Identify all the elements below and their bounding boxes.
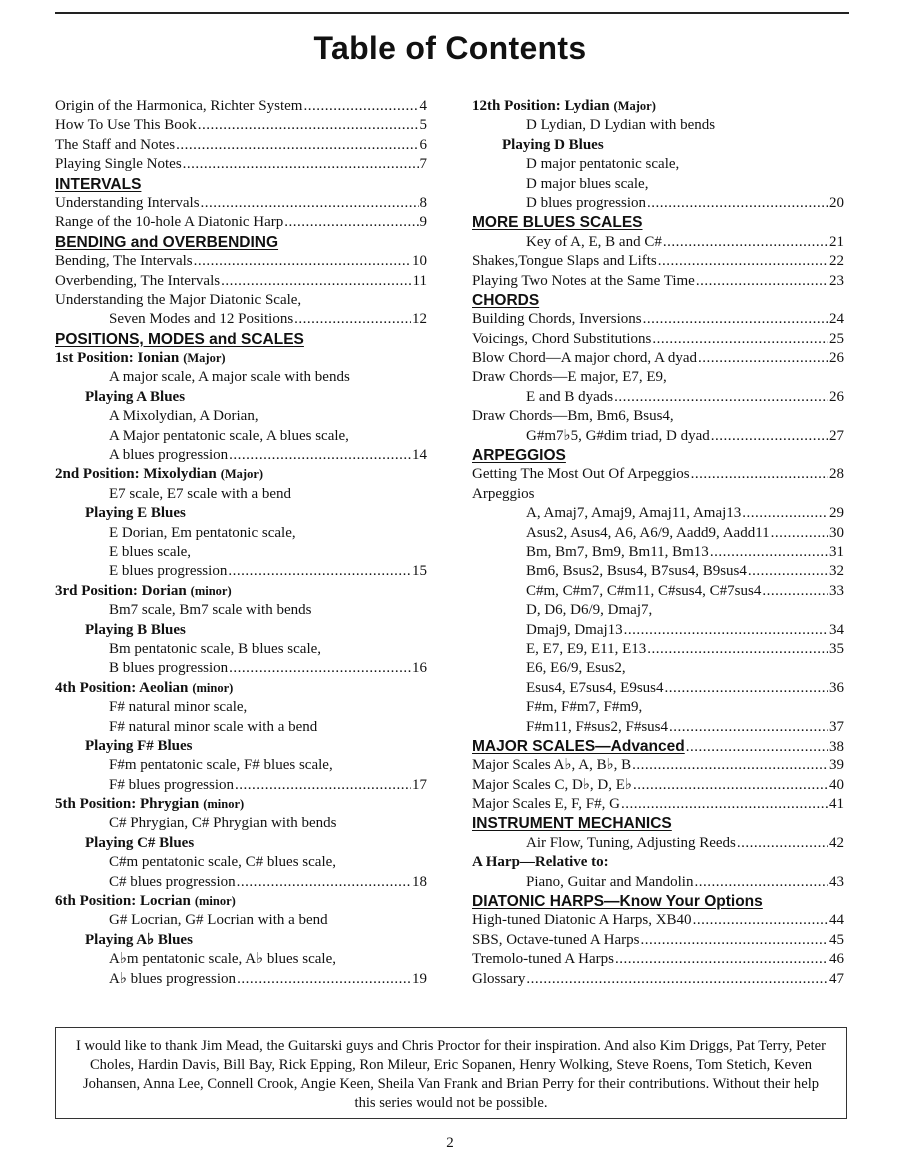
toc-ind2-row	[55, 853, 427, 872]
toc-page-number: 43	[829, 873, 844, 890]
toc-ind2-row	[472, 155, 844, 174]
toc-ind2-row	[472, 175, 844, 194]
toc-pos-row	[55, 679, 427, 698]
toc-entry-text: A blues progression	[109, 447, 229, 464]
toc-entry-text: A Harp—Relative to:	[472, 854, 609, 871]
toc-ind2-row	[472, 543, 844, 562]
toc-page-number: 8	[419, 194, 427, 211]
dot-leader	[621, 795, 828, 814]
toc-page-number: 30	[829, 524, 844, 541]
toc-page-number: 41	[829, 796, 844, 813]
toc-page-number: 28	[829, 466, 844, 483]
toc-head-row	[472, 737, 844, 756]
toc-entry-text: MORE BLUES SCALES	[472, 214, 643, 232]
toc-page-number: 46	[829, 951, 844, 968]
toc-page-number: 21	[829, 233, 844, 250]
dot-leader	[284, 213, 418, 232]
toc-ind2-row	[55, 718, 427, 737]
toc-entry-text: D major blues scale,	[526, 175, 649, 192]
toc-page-number: 17	[412, 776, 427, 793]
toc-entry-text: Getting The Most Out Of Arpeggios	[472, 466, 690, 483]
toc-entry-text: Draw Chords—Bm, Bm6, Bsus4,	[472, 408, 674, 425]
toc-entry-text: C# Phrygian, C# Phrygian with bends	[109, 815, 337, 832]
dot-leader	[696, 272, 828, 291]
dot-leader	[303, 97, 418, 116]
toc-entry-text: D blues progression	[526, 194, 646, 211]
toc-entry-text: Seven Modes and 12 Positions	[109, 311, 294, 328]
dot-leader	[194, 252, 411, 271]
toc-ind2-row	[472, 621, 844, 640]
toc-entry-row	[472, 776, 844, 795]
toc-entry-text: Major Scales E, F, F#, G	[472, 796, 620, 813]
acknowledgment-box	[55, 1027, 847, 1119]
dot-leader	[694, 873, 828, 892]
toc-entry-text: Playing B Blues	[85, 621, 186, 638]
toc-ind2-row	[55, 310, 427, 329]
dot-leader	[691, 465, 828, 484]
toc-sub-row	[55, 388, 427, 407]
toc-ind2-row	[55, 543, 427, 562]
toc-entry-text: G# Locrian, G# Locrian with a bend	[109, 912, 328, 929]
toc-entry-text: Bm7 scale, Bm7 scale with bends	[109, 602, 312, 619]
toc-entry-text: Building Chords, Inversions	[472, 311, 642, 328]
toc-entry-text: E7 scale, E7 scale with a bend	[109, 485, 292, 502]
dot-leader	[658, 252, 828, 271]
toc-head-row	[55, 330, 427, 349]
dot-leader	[198, 116, 419, 135]
toc-page-number: 24	[829, 311, 844, 328]
toc-head-row	[55, 233, 427, 252]
toc-page-number: 16	[412, 660, 427, 677]
toc-entry-qualifier: (minor)	[190, 583, 232, 598]
toc-entry-text: Dmaj9, Dmaj13	[526, 621, 623, 638]
toc-entry-row	[472, 795, 844, 814]
toc-entry-text: 6th Position: Locrian	[55, 893, 191, 910]
toc-entry-qualifier: (Major)	[613, 99, 656, 113]
acknowledgment-text: I would like to thank Jim Mead, the Guitarski guys and Chris Proctor for their inspiration. And also Kim Driggs, Pat Terry, Peter Choles, Hardin Davis, Bill Bay, Rick Epping, Ron Mileur, Eric Sopanen, Henry Wolking, Steve Roens, Tom Stetich, Keven Johansen, Anna Lee, Connell Crook, Angie Keen, Sheila Van Frank and Brian Perry for their contributions. Without their help this series would not be possible.	[75, 1038, 827, 1111]
toc-ind2-row	[472, 698, 844, 717]
toc-entry-text: Playing A Blues	[85, 388, 186, 405]
toc-page-number: 20	[829, 194, 844, 211]
toc-ind2-row	[472, 718, 844, 737]
toc-entry-text: ARPEGGIOS	[472, 447, 566, 465]
toc-head-row	[55, 175, 427, 194]
toc-entry-row	[472, 465, 844, 484]
toc-entry-text: Bm6, Bsus2, Bsus4, B7sus4, B9sus4	[526, 563, 747, 580]
toc-entry-text: Origin of the Harmonica, Richter System	[55, 98, 303, 114]
toc-page-number: 35	[829, 640, 844, 657]
dot-leader	[647, 640, 828, 659]
toc-entry-text: A, Amaj7, Amaj9, Amaj11, Amaj13	[526, 505, 742, 522]
toc-ind2-row	[472, 582, 844, 601]
toc-entry-row	[55, 155, 427, 174]
toc-head-row	[472, 291, 844, 310]
toc-entry-text: Shakes,Tongue Slaps and Lifts	[472, 253, 657, 270]
toc-entry-text: High-tuned Diatonic A Harps, XB40	[472, 912, 692, 929]
toc-entry-text: Playing A♭ Blues	[85, 931, 193, 948]
toc-entry-row	[472, 310, 844, 329]
dot-leader	[237, 873, 411, 892]
toc-entry-row	[55, 116, 427, 135]
dot-leader	[737, 834, 828, 853]
toc-pos-row	[472, 853, 844, 872]
toc-entry-text: Draw Chords—E major, E7, E9,	[472, 369, 667, 386]
dot-leader	[698, 349, 828, 368]
dot-leader	[176, 136, 418, 155]
toc-entry-text: Playing Two Notes at the Same Time	[472, 272, 695, 289]
toc-ind2-row	[55, 368, 427, 387]
toc-page-number: 26	[829, 350, 844, 367]
toc-entry-text: E, E7, E9, E11, E13	[526, 640, 647, 657]
toc-ind2-row	[55, 640, 427, 659]
toc-entry-row	[55, 272, 427, 291]
toc-ind2-row	[55, 659, 427, 678]
toc-pos-row	[55, 795, 427, 814]
toc-entry-row	[472, 330, 844, 349]
dot-leader	[229, 659, 411, 678]
toc-entry-text: Bm, Bm7, Bm9, Bm11, Bm13	[526, 543, 709, 560]
toc-entry-text: E Dorian, Em pentatonic scale,	[109, 524, 296, 541]
toc-entry-text: Playing E Blues	[85, 505, 186, 522]
toc-entry-row	[55, 252, 427, 271]
toc-entry-text: 4th Position: Aeolian	[55, 679, 189, 696]
toc-page-number: 45	[829, 931, 844, 948]
toc-ind2-row	[472, 388, 844, 407]
toc-entry-text: Major Scales C, D♭, D, E♭	[472, 776, 632, 793]
toc-page-number: 9	[419, 214, 427, 231]
toc-entry-row	[472, 349, 844, 368]
toc-page-number: 15	[412, 563, 427, 580]
toc-page-number: 4	[419, 98, 427, 114]
dot-leader	[614, 388, 828, 407]
toc-entry-text: A Major pentatonic scale, A blues scale,	[109, 427, 349, 444]
toc-entry-text: F#m pentatonic scale, F# blues scale,	[109, 757, 333, 774]
toc-entry-text: Overbending, The Intervals	[55, 272, 221, 289]
toc-sub-row	[55, 931, 427, 950]
toc-entry-text: Arpeggios	[472, 485, 535, 502]
dot-leader	[663, 233, 828, 252]
toc-entry-text: C# blues progression	[109, 873, 236, 890]
toc-ind2-row	[472, 562, 844, 581]
toc-page-number: 32	[829, 563, 844, 580]
toc-entry-text: Blow Chord—A major chord, A dyad	[472, 350, 697, 367]
toc-entry-text: CHORDS	[472, 291, 540, 309]
dot-leader	[652, 330, 828, 349]
toc-ind2-row	[55, 950, 427, 969]
toc-ind2-row	[55, 524, 427, 543]
toc-entry-text: 3rd Position: Dorian	[55, 582, 187, 599]
dot-leader	[201, 194, 419, 213]
toc-entry-text: Range of the 10-hole A Diatonic Harp	[55, 214, 284, 231]
toc-entry-text: A♭m pentatonic scale, A♭ blues scale,	[109, 951, 336, 968]
dot-leader	[237, 970, 411, 989]
toc-entry-row	[472, 272, 844, 291]
toc-entry-text: G#m7♭5, G#dim triad, D dyad	[526, 427, 710, 444]
toc-entry-row	[472, 931, 844, 950]
toc-ind2-row	[55, 427, 427, 446]
toc-ind2-row	[472, 873, 844, 892]
toc-entry-text: A♭ blues progression	[109, 970, 237, 987]
dot-leader	[615, 950, 828, 969]
toc-ind2-row	[472, 679, 844, 698]
toc-entry-text: D, D6, D6/9, Dmaj7,	[526, 602, 653, 619]
dot-leader	[235, 776, 411, 795]
toc-entry-text: Esus4, E7sus4, E9sus4	[526, 679, 664, 696]
dot-leader	[228, 562, 411, 581]
toc-entry-text: Playing C# Blues	[85, 834, 195, 851]
toc-entry-text: Bending, The Intervals	[55, 253, 193, 270]
toc-entry-row	[472, 407, 844, 426]
toc-page-number: 12	[412, 311, 427, 328]
toc-entry-row	[472, 756, 844, 775]
toc-entry-text: 1st Position: Ionian	[55, 350, 180, 367]
toc-sub-row	[55, 621, 427, 640]
dot-leader	[665, 679, 828, 698]
toc-entry-text: Piano, Guitar and Mandolin	[526, 873, 694, 890]
toc-entry-text: Understanding the Major Diatonic Scale,	[55, 291, 302, 308]
toc-page-number: 11	[412, 272, 427, 289]
toc-ind2-row	[55, 698, 427, 717]
toc-sub-row	[55, 737, 427, 756]
toc-ind2-row	[472, 640, 844, 659]
toc-page-number: 38	[829, 738, 844, 755]
toc-entry-text: BENDING and OVERBENDING	[55, 233, 279, 251]
toc-left-column	[55, 97, 427, 989]
toc-entry-text: Voicings, Chord Substitutions	[472, 330, 652, 347]
toc-ind2-row	[55, 814, 427, 833]
toc-entry-text: E6, E6/9, Esus2,	[526, 660, 626, 677]
toc-entry-text: INSTRUMENT MECHANICS	[472, 815, 672, 833]
toc-ind2-row	[472, 233, 844, 252]
toc-page-number: 42	[829, 834, 844, 851]
toc-pos-row	[55, 892, 427, 911]
dot-leader	[633, 776, 828, 795]
toc-entry-text: E and B dyads	[526, 388, 614, 405]
toc-ind2-row	[472, 116, 844, 135]
toc-entry-text: Bm pentatonic scale, B blues scale,	[109, 640, 322, 657]
toc-entry-row	[55, 136, 427, 155]
toc-sub-row	[55, 834, 427, 853]
toc-page-number: 10	[412, 253, 427, 270]
dot-leader	[229, 446, 411, 465]
toc-entry-text: The Staff and Notes	[55, 136, 176, 153]
toc-entry-text: INTERVALS	[55, 175, 142, 193]
toc-entry-row	[472, 252, 844, 271]
toc-entry-text: E blues scale,	[109, 543, 192, 560]
toc-page-number: 18	[412, 873, 427, 890]
toc-entry-text: F# blues progression	[109, 776, 234, 793]
toc-entry-row	[472, 368, 844, 387]
toc-page-number: 14	[412, 447, 427, 464]
toc-page-number: 6	[419, 136, 427, 153]
toc-page-number: 33	[829, 582, 844, 599]
toc-page-number: 34	[829, 621, 844, 638]
toc-ind2-row	[55, 601, 427, 620]
toc-ind2-row	[472, 834, 844, 853]
dot-leader	[711, 427, 828, 446]
toc-ind2-row	[55, 485, 427, 504]
dot-leader	[742, 504, 828, 523]
toc-entry-text: Major Scales A♭, A, B♭, B	[472, 757, 632, 774]
dot-leader	[183, 155, 419, 174]
toc-ind2-row	[55, 446, 427, 465]
toc-entry-text: Playing F# Blues	[85, 737, 193, 754]
toc-entry-text: F#m11, F#sus2, F#sus4	[526, 718, 668, 735]
toc-entry-text: C#m pentatonic scale, C# blues scale,	[109, 854, 337, 871]
dot-leader	[624, 621, 828, 640]
toc-entry-text: POSITIONS, MODES and SCALES	[55, 330, 304, 348]
toc-entry-text: 5th Position: Phrygian	[55, 796, 200, 813]
toc-page-number: 7	[419, 156, 427, 173]
toc-sub-row	[55, 504, 427, 523]
toc-ind2-row	[472, 194, 844, 213]
toc-ind2-row	[55, 407, 427, 426]
toc-head-row	[472, 814, 844, 833]
toc-entry-text: D major pentatonic scale,	[526, 156, 680, 173]
toc-ind2-row	[55, 562, 427, 581]
toc-entry-text: 2nd Position: Mixolydian	[55, 466, 217, 483]
dot-leader	[669, 718, 828, 737]
toc-entry-text: Playing D Blues	[502, 136, 604, 153]
dot-leader	[647, 194, 828, 213]
toc-entry-qualifier: (Major)	[183, 351, 226, 366]
top-rule	[55, 12, 849, 14]
toc-entry-row	[55, 213, 427, 232]
toc-entry-qualifier: (minor)	[203, 797, 245, 812]
toc-ind2-row	[55, 970, 427, 989]
toc-entry-row	[472, 485, 844, 504]
toc-page-number: 23	[829, 272, 844, 289]
page-number: 2	[446, 1135, 454, 1151]
toc-head-row	[472, 892, 844, 911]
toc-ind2-row	[55, 756, 427, 775]
toc-page-number: 39	[829, 757, 844, 774]
toc-page-number: 40	[829, 776, 844, 793]
toc-head-row	[472, 446, 844, 465]
toc-ind2-row	[55, 776, 427, 795]
toc-page-number: 5	[419, 117, 427, 134]
dot-leader	[294, 310, 411, 329]
toc-page-number: 22	[829, 253, 844, 270]
toc-page-number: 29	[829, 505, 844, 522]
toc-entry-qualifier: (minor)	[194, 894, 236, 909]
toc-entry-row	[55, 194, 427, 213]
toc-right-column	[472, 97, 844, 989]
page-title: Table of Contents	[313, 30, 587, 66]
toc-entry-text: Glossary	[472, 970, 526, 987]
toc-entry-row	[472, 950, 844, 969]
toc-entry-text: How To Use This Book	[55, 117, 197, 134]
toc-entry-qualifier: (minor)	[192, 680, 234, 695]
toc-pos-row	[55, 349, 427, 368]
dot-leader	[762, 582, 828, 601]
toc-ind2-row	[472, 504, 844, 523]
toc-entry-qualifier: (Major)	[220, 467, 264, 482]
toc-sub-row	[472, 136, 844, 155]
toc-page-number: 37	[829, 718, 844, 735]
toc-entry-text: F# natural minor scale with a bend	[109, 718, 318, 735]
toc-ind2-row	[472, 601, 844, 620]
dot-leader	[686, 738, 828, 756]
dot-leader	[643, 310, 828, 329]
toc-entry-text: A major scale, A major scale with bends	[109, 369, 350, 386]
toc-entry-text: Tremolo-tuned A Harps	[472, 951, 614, 968]
toc-page-number: 31	[829, 543, 844, 560]
dot-leader	[221, 272, 411, 291]
toc-entry-text: F# natural minor scale,	[109, 699, 248, 716]
dot-leader	[748, 562, 828, 581]
toc-entry-text: Understanding Intervals	[55, 194, 200, 211]
toc-page-number: 44	[829, 912, 844, 929]
toc-pos-row	[472, 97, 844, 116]
dot-leader	[693, 911, 828, 930]
toc-entry-text: Playing Single Notes	[55, 156, 182, 173]
toc-ind2-row	[472, 524, 844, 543]
toc-pos-row	[55, 465, 427, 484]
toc-entry-text: Asus2, Asus4, A6, A6/9, Aadd9, Aadd11	[526, 524, 770, 541]
toc-entry-text: Key of A, E, B and C#	[526, 233, 662, 250]
toc-ind2-row	[472, 427, 844, 446]
toc-entry-text: F#m, F#m7, F#m9,	[526, 699, 643, 716]
toc-entry-text: B blues progression	[109, 660, 229, 677]
toc-entry-row	[472, 911, 844, 930]
toc-entry-text: C#m, C#m7, C#m11, C#sus4, C#7sus4	[526, 582, 762, 599]
toc-entry-row	[472, 970, 844, 989]
dot-leader	[640, 931, 828, 950]
toc-page-number: 26	[829, 388, 844, 405]
toc-entry-text: 12th Position: Lydian	[472, 98, 610, 114]
toc-entry-row	[55, 97, 427, 116]
dot-leader	[710, 543, 828, 562]
dot-leader	[632, 756, 828, 775]
toc-page-number: 19	[412, 970, 427, 987]
toc-entry-row	[55, 291, 427, 310]
toc-ind2-row	[55, 911, 427, 930]
toc-entry-text: A Mixolydian, A Dorian,	[109, 408, 259, 425]
toc-page-number: 25	[829, 330, 844, 347]
toc-pos-row	[55, 582, 427, 601]
toc-entry-text: D Lydian, D Lydian with bends	[526, 117, 716, 134]
toc-head-row	[472, 213, 844, 232]
toc-ind2-row	[472, 659, 844, 678]
toc-entry-text: MAJOR SCALES—Advanced	[472, 737, 685, 755]
toc-entry-text: DIATONIC HARPS—Know Your Options	[472, 893, 763, 911]
toc-entry-text: Air Flow, Tuning, Adjusting Reeds	[526, 834, 736, 851]
toc-page-number: 27	[829, 427, 844, 444]
toc-ind2-row	[55, 873, 427, 892]
dot-leader	[771, 524, 828, 543]
toc-entry-text: SBS, Octave-tuned A Harps	[472, 931, 640, 948]
toc-page-number: 36	[829, 679, 844, 696]
dot-leader	[526, 970, 828, 989]
toc-page-number: 47	[829, 970, 844, 987]
toc-entry-text: E blues progression	[109, 563, 228, 580]
